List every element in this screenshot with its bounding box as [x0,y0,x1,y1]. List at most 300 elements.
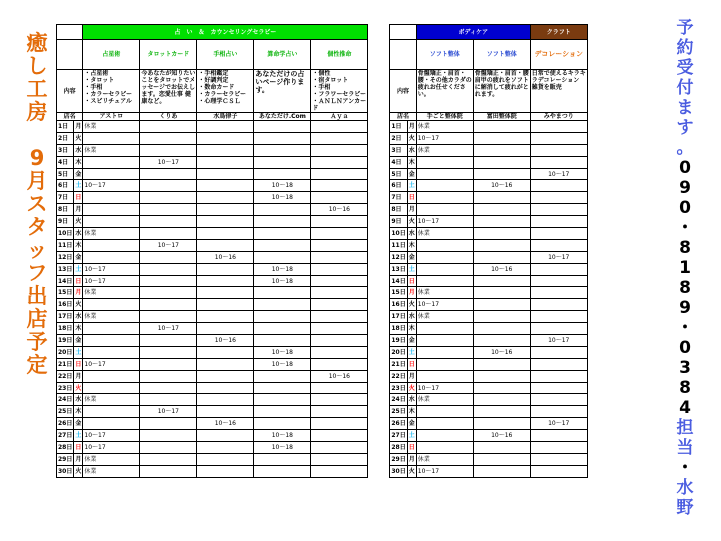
date-cell: 13日 [390,263,407,275]
date-cell: 30日 [57,465,74,477]
schedule-cell [416,418,473,430]
date-cell: 4日 [57,156,74,168]
weekday-cell: 火 [74,132,83,144]
contact-char: 約 [676,38,694,58]
schedule-cell: 休業 [83,465,140,477]
weekday-cell: 火 [74,299,83,311]
schedule-cell [473,299,530,311]
column-gap [368,299,390,311]
schedule-cell [530,204,587,216]
schedule-cell [530,382,587,394]
schedule-cell [530,287,587,299]
weekday-cell: 金 [74,335,83,347]
schedule-cell: 10～17 [83,275,140,287]
schedule-cell [311,121,368,133]
column-gap [368,287,390,299]
schedule-cell [311,406,368,418]
schedule-cell [416,239,473,251]
schedule-cell: 10～17 [83,430,140,442]
schedule-cell [254,394,311,406]
schedule-cell [311,263,368,275]
date-cell: 15日 [57,287,74,299]
weekday-cell: 金 [407,168,416,180]
schedule-cell [530,430,587,442]
schedule-cell [140,299,197,311]
date-cell: 1日 [57,121,74,133]
schedule-cell [254,216,311,228]
schedule-table [56,24,588,478]
schedule-cell: 10～18 [254,275,311,287]
weekday-cell: 日 [74,358,83,370]
date-cell: 26日 [390,418,407,430]
schedule-cell: 10～16 [197,418,254,430]
date-cell: 23日 [390,382,407,394]
schedule-row [57,382,588,394]
schedule-cell [83,346,140,358]
schedule-row [57,216,588,228]
weekday-cell: 土 [407,263,416,275]
date-cell: 7日 [57,192,74,204]
schedule-cell: 10～17 [416,216,473,228]
date-cell: 3日 [390,144,407,156]
schedule-cell [254,239,311,251]
schedule-cell: 10～16 [197,335,254,347]
schedule-cell [416,263,473,275]
schedule-cell [473,204,530,216]
weekday-cell: 金 [407,251,416,263]
schedule-cell [311,442,368,454]
weekday-cell: 火 [407,465,416,477]
contact-char: 。 [676,138,694,158]
schedule-cell [416,251,473,263]
schedule-row [57,346,588,358]
schedule-cell [197,144,254,156]
schedule-cell [197,394,254,406]
schedule-row [57,132,588,144]
menu-soft-seitai-1: ソフト整体 [416,40,473,70]
schedule-cell [140,453,197,465]
weekday-cell: 水 [74,311,83,323]
schedule-cell [530,275,587,287]
schedule-cell [530,144,587,156]
schedule-cell [140,358,197,370]
weekday-cell: 土 [407,180,416,192]
weekday-cell: 金 [74,251,83,263]
category-craft: クラフト [530,25,587,40]
schedule-cell [311,453,368,465]
date-cell: 19日 [57,335,74,347]
date-cell: 2日 [390,132,407,144]
schedule-cell: 10～17 [416,382,473,394]
schedule-cell [83,323,140,335]
schedule-cell [83,192,140,204]
schedule-cell [83,132,140,144]
store-label: 店名 [57,113,83,121]
schedule-cell [311,192,368,204]
schedule-cell [254,418,311,430]
schedule-cell: 10～18 [254,430,311,442]
schedule-cell: 10～17 [83,358,140,370]
contact-char: 付 [676,78,694,98]
weekday-cell: 水 [407,144,416,156]
weekday-cell: 火 [407,382,416,394]
schedule-cell [254,287,311,299]
contact-char: 4 [679,398,691,418]
menu-palmistry: 手相占い [197,40,254,70]
weekday-cell: 月 [74,287,83,299]
contact-char: ま [676,98,694,118]
title-char: 予 [26,330,48,354]
schedule-cell [311,430,368,442]
weekday-cell: 土 [407,430,416,442]
content-label: 内容 [57,70,83,113]
schedule-cell [83,204,140,216]
schedule-cell: 休業 [83,311,140,323]
weekday-cell: 月 [407,287,416,299]
schedule-cell [140,204,197,216]
date-cell: 17日 [57,311,74,323]
schedule-cell [197,192,254,204]
schedule-cell: 10～17 [416,299,473,311]
schedule-cell [83,406,140,418]
schedule-cell: 10～18 [254,442,311,454]
schedule-cell [197,216,254,228]
desc-sanmeigaku: あなただけの占いページ作ります。 [254,70,311,113]
schedule-cell [83,239,140,251]
date-cell: 22日 [57,370,74,382]
schedule-cell [311,394,368,406]
schedule-cell [311,382,368,394]
schedule-cell: 10～18 [254,180,311,192]
contact-char: 3 [679,358,691,378]
schedule-cell [254,453,311,465]
contact-char: ・ [676,318,694,338]
schedule-cell [197,168,254,180]
weekday-cell: 月 [407,121,416,133]
column-gap [368,121,390,133]
schedule-cell [197,180,254,192]
schedule-cell: 10～18 [254,192,311,204]
schedule-cell [473,311,530,323]
column-gap [368,418,390,430]
schedule-cell: 10～16 [473,346,530,358]
title-char: 月 [26,169,48,193]
date-cell: 24日 [390,394,407,406]
schedule-cell [254,323,311,335]
schedule-cell [530,406,587,418]
weekday-cell: 月 [407,453,416,465]
weekday-cell: 水 [74,394,83,406]
schedule-cell [254,132,311,144]
schedule-cell: 10～17 [83,442,140,454]
column-gap [368,156,390,168]
schedule-cell [140,418,197,430]
title-char: 癒 [26,31,48,55]
schedule-cell [473,442,530,454]
date-cell: 10日 [390,228,407,240]
schedule-cell [254,370,311,382]
weekday-cell: 水 [74,144,83,156]
date-cell: 27日 [390,430,407,442]
schedule-cell [311,335,368,347]
title-char: 房 [26,100,48,124]
column-gap [368,263,390,275]
schedule-cell [530,453,587,465]
schedule-cell [473,144,530,156]
weekday-cell: 木 [407,239,416,251]
schedule-row [57,180,588,192]
schedule-cell [197,132,254,144]
schedule-cell [473,406,530,418]
schedule-cell [254,156,311,168]
date-cell: 16日 [390,299,407,311]
schedule-cell [416,430,473,442]
contact-char: す [676,118,694,138]
contact-char: 当 [676,438,694,458]
schedule-cell [83,251,140,263]
schedule-cell [197,430,254,442]
date-cell: 16日 [57,299,74,311]
column-gap [368,335,390,347]
schedule-cell [140,287,197,299]
staff-aya: Ａｙａ [311,113,368,121]
weekday-cell: 木 [74,323,83,335]
schedule-cell [311,251,368,263]
date-cell: 22日 [390,370,407,382]
weekday-cell: 月 [407,204,416,216]
schedule-cell [311,239,368,251]
date-cell: 19日 [390,335,407,347]
schedule-cell: 休業 [83,394,140,406]
column-gap [368,216,390,228]
schedule-cell [197,442,254,454]
contact-char: 0 [679,198,691,218]
schedule-row [57,311,588,323]
schedule-cell [140,346,197,358]
schedule-cell [311,275,368,287]
contact-char: 担 [676,418,694,438]
schedule-cell: 休業 [416,144,473,156]
contact-char: 1 [679,258,691,278]
schedule-cell [254,204,311,216]
schedule-cell [473,418,530,430]
schedule-cell [311,346,368,358]
desc-tarot: 今あなたが知りたいことをタロットでメッセージでお伝えします。恋愛仕事 健康など。 [140,70,197,113]
schedule-cell [473,251,530,263]
staff-mizutori: 水鳥律子 [197,113,254,121]
content-label-right: 内容 [390,70,416,113]
schedule-cell: 10～17 [416,132,473,144]
title-char: ッ [26,238,48,262]
schedule-cell: 休業 [83,453,140,465]
schedule-cell: 10～17 [140,323,197,335]
schedule-cell [473,382,530,394]
schedule-cell [473,156,530,168]
weekday-cell: 火 [74,465,83,477]
schedule-cell [140,382,197,394]
weekday-cell: 土 [74,430,83,442]
schedule-cell [254,299,311,311]
category-fortune: 占 い ＆ カウンセリングセラピー [83,25,368,40]
schedule-cell [473,121,530,133]
schedule-cell [140,228,197,240]
weekday-cell: 土 [407,346,416,358]
schedule-cell: 10～18 [254,358,311,370]
schedule-cell [473,168,530,180]
schedule-row [57,204,588,216]
schedule-cell [140,465,197,477]
schedule-cell [197,299,254,311]
schedule-cell [530,180,587,192]
schedule-cell [254,335,311,347]
weekday-cell: 金 [407,335,416,347]
date-cell: 9日 [390,216,407,228]
schedule-cell: 休業 [416,228,473,240]
schedule-cell [254,406,311,418]
schedule-cell: 10～17 [140,239,197,251]
weekday-cell: 木 [74,156,83,168]
weekday-cell: 金 [74,418,83,430]
staff-kuria: くりあ [140,113,197,121]
column-gap [368,406,390,418]
schedule-cell: 休業 [416,453,473,465]
schedule-cell [83,299,140,311]
weekday-cell: 月 [74,204,83,216]
schedule-cell [197,156,254,168]
category-bodycare: ボディケア [416,25,530,40]
desc-soft-seitai-2: 骨盤矯正・肩首・腰 肩甲の疲れをソフトに解消して疲れがとれます。 [473,70,530,113]
date-cell: 28日 [57,442,74,454]
weekday-cell: 火 [407,132,416,144]
contact-char: 9 [679,298,691,318]
weekday-cell: 木 [407,406,416,418]
contact-char: 8 [679,278,691,298]
schedule-cell [197,453,254,465]
schedule-cell [530,192,587,204]
menu-kosei-suimei: 個性推命 [311,40,368,70]
schedule-cell [140,216,197,228]
weekday-cell: 日 [407,275,416,287]
schedule-cell: 休業 [416,121,473,133]
schedule-cell [473,239,530,251]
schedule-row [57,168,588,180]
weekday-cell: 月 [74,121,83,133]
schedule-cell [473,335,530,347]
date-cell: 10日 [57,228,74,240]
date-cell: 1日 [390,121,407,133]
date-cell: 5日 [390,168,407,180]
schedule-row [57,239,588,251]
schedule-cell [140,311,197,323]
schedule-cell [416,323,473,335]
schedule-cell [473,216,530,228]
schedule-cell [254,168,311,180]
schedule-cell [416,168,473,180]
schedule-row [57,251,588,263]
schedule-row [57,370,588,382]
schedule-row [57,442,588,454]
schedule-cell [140,370,197,382]
schedule-cell [473,370,530,382]
column-gap [368,180,390,192]
staff-anatadake: あなただけ.Com [254,113,311,121]
schedule-cell [530,216,587,228]
schedule-cell: 10～17 [140,156,197,168]
schedule-cell [473,192,530,204]
schedule-cell [197,311,254,323]
column-gap [368,144,390,156]
date-cell: 18日 [57,323,74,335]
schedule-row [57,418,588,430]
schedule-cell [83,370,140,382]
title-char: 出 [26,284,48,308]
schedule-cell [83,168,140,180]
contact-char: ・ [676,218,694,238]
schedule-cell [530,299,587,311]
date-cell: 6日 [57,180,74,192]
date-cell: 18日 [390,323,407,335]
schedule-row [57,323,588,335]
schedule-row [57,156,588,168]
schedule-cell: 休業 [83,144,140,156]
schedule-cell: 10～16 [311,370,368,382]
schedule-cell [140,251,197,263]
date-cell: 21日 [57,358,74,370]
weekday-cell: 水 [407,311,416,323]
schedule-cell [197,465,254,477]
schedule-cell [254,465,311,477]
schedule-row [57,121,588,133]
date-cell: 5日 [57,168,74,180]
schedule-cell [530,370,587,382]
column-gap [368,430,390,442]
schedule-cell: 10～17 [140,406,197,418]
date-cell: 11日 [57,239,74,251]
schedule-cell [530,121,587,133]
page-title-vertical [24,32,50,377]
date-cell: 13日 [57,263,74,275]
date-cell: 28日 [390,442,407,454]
column-gap [368,370,390,382]
schedule-cell [311,216,368,228]
weekday-cell: 火 [407,299,416,311]
schedule-cell: 10～17 [530,335,587,347]
staff-astro: アストロ [83,113,140,121]
schedule-row [57,358,588,370]
date-cell: 29日 [390,453,407,465]
schedule-cell: 10～17 [530,251,587,263]
schedule-row [57,263,588,275]
date-cell: 17日 [390,311,407,323]
schedule-cell [473,453,530,465]
date-cell: 27日 [57,430,74,442]
schedule-cell [416,358,473,370]
schedule-cell [254,121,311,133]
date-cell: 7日 [390,192,407,204]
schedule-cell [197,239,254,251]
contact-char: 予 [676,18,694,38]
column-gap [368,453,390,465]
schedule-cell [530,465,587,477]
menu-soft-seitai-2: ソフト整体 [473,40,530,70]
schedule-cell [530,442,587,454]
schedule-cell [197,323,254,335]
schedule-cell: 10～16 [197,251,254,263]
weekday-cell: 日 [74,275,83,287]
schedule-row [57,228,588,240]
date-cell: 20日 [57,346,74,358]
schedule-cell [311,132,368,144]
